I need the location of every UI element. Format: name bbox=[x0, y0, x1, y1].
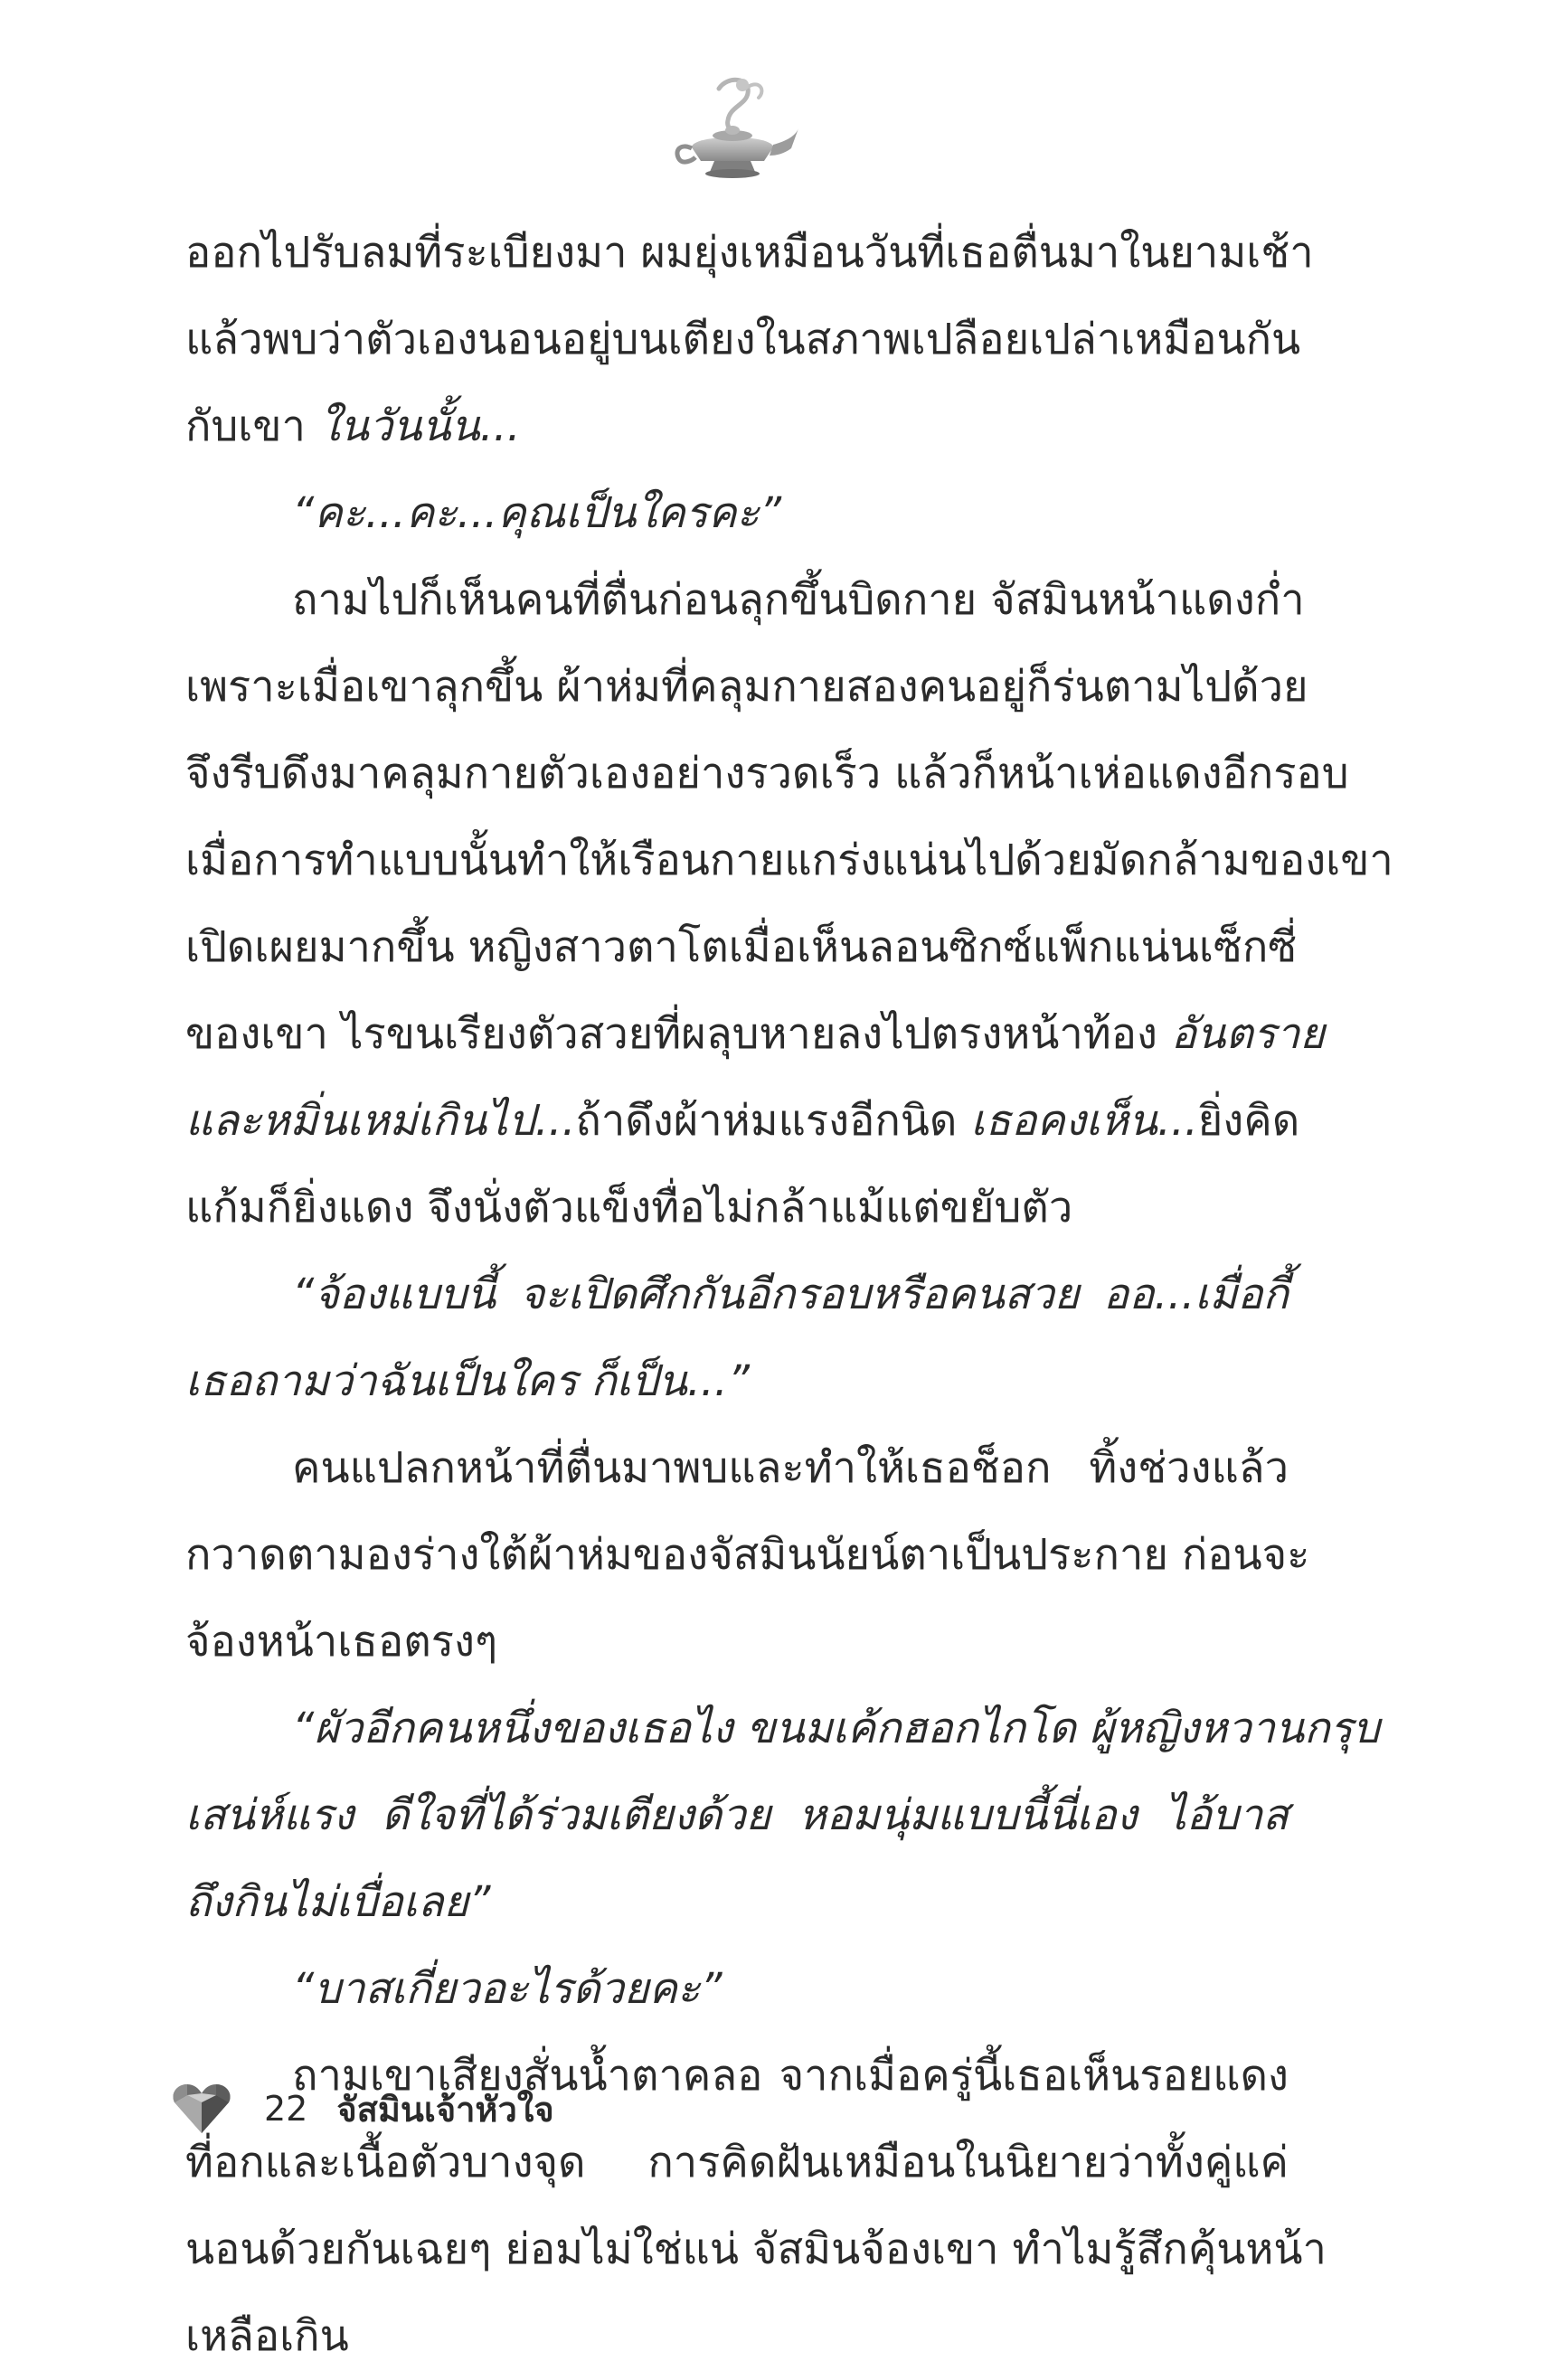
italic-text: เธอถามว่าฉันเป็นใคร ก็เป็น...” bbox=[185, 1356, 750, 1406]
text-line bbox=[185, 1599, 1289, 1686]
heart-gem-icon bbox=[172, 2082, 231, 2135]
text-line bbox=[185, 1686, 1380, 1772]
text-run: ยิ่งคิด bbox=[1197, 1096, 1300, 1146]
text-run: จ้องหน้าเธอตรงๆ bbox=[185, 1617, 498, 1667]
text-run: ถามเขาเสียงสั่นน้ำตาคลอ จากเมื่อครู่นี้เธอเห็นรอยแดง bbox=[292, 2051, 1289, 2101]
book-title: จัสมินเจ้าหัวใจ bbox=[336, 2089, 554, 2130]
text-line bbox=[185, 1338, 1289, 1425]
italic-text: “บาสเกี่ยวอะไรด้วยคะ” bbox=[292, 1964, 723, 2014]
text-run: เหลือเกิน bbox=[185, 2311, 349, 2361]
text-run: เปิดเผยมากขึ้น หญิงสาวตาโตเมื่อเห็นลอนซิกซ์แพ็กแน่นเซ็กซี่ bbox=[185, 922, 1298, 972]
italic-text: อันตราย bbox=[1170, 1009, 1325, 1059]
italic-text: ถึงกินไม่เบื่อเลย” bbox=[185, 1877, 491, 1927]
text-line bbox=[185, 817, 1393, 904]
italic-text: “คะ...คะ...คุณเป็นใครคะ” bbox=[292, 488, 782, 538]
text-line bbox=[185, 1165, 1289, 1251]
text-line bbox=[185, 1772, 1289, 1859]
text-run: กวาดตามองร่างใต้ผ้าห่มของจัสมินนัยน์ตาเป็นประกาย ก่อนจะ bbox=[185, 1530, 1310, 1580]
italic-text: ในวันนั้น... bbox=[318, 401, 521, 451]
text-line bbox=[185, 297, 1301, 383]
text-run: เมื่อการทำแบบนั้นทำให้เรือนกายแกร่งแน่นไปด้วยมัดกล้ามของเขา bbox=[185, 836, 1393, 885]
text-run: กับเขา bbox=[185, 401, 319, 451]
text-line bbox=[185, 1946, 1289, 2033]
text-run: ที่อกและเนื้อตัวบางจุด การคิดฝันเหมือนในนิยายว่าทั้งคู่แค่ bbox=[185, 2138, 1289, 2187]
text-line bbox=[185, 2293, 1289, 2380]
text-run: แก้มก็ยิ่งแดง จึงนั่งตัวแข็งทื่อไม่กล้าแม้แต่ขยับตัว bbox=[185, 1183, 1073, 1232]
text-line bbox=[185, 383, 1289, 470]
text-line bbox=[185, 1859, 1289, 1946]
text-run: จึงรีบดึงมาคลุมกายตัวเองอย่างรวดเร็ว แล้วก็หน้าเห่อแดงอีกรอบ bbox=[185, 749, 1349, 798]
text-run: นอนด้วยกันเฉยๆ ย่อมไม่ใช่แน่ จัสมินจ้องเขา ทำไมรู้สึกคุ้นหน้า bbox=[185, 2224, 1327, 2274]
text-run: คนแปลกหน้าที่ตื่นมาพบและทำให้เธอช็อก ทิ้งช่วงแล้ว bbox=[292, 1443, 1289, 1493]
text-line bbox=[185, 991, 1325, 1078]
text-line bbox=[185, 731, 1349, 817]
page-number: 22 bbox=[264, 2089, 308, 2129]
italic-text: เสน่ห์แรง ดีใจที่ได้ร่วมเตียงด้วย หอมนุ่มแบบนี้นี่เอง ไอ้บาส bbox=[185, 1790, 1289, 1840]
text-run: ของเขา ไรขนเรียงตัวสวยที่ผลุบหายลงไปตรงหน้าท้อง bbox=[185, 1009, 1171, 1059]
text-line bbox=[185, 557, 1305, 644]
page-footer bbox=[172, 2073, 554, 2145]
text-line bbox=[185, 1512, 1310, 1599]
text-line bbox=[185, 2206, 1327, 2293]
text-run: แล้วพบว่าตัวเองนอนอยู่บนเตียงในสภาพเปลือยเปล่าเหมือนกัน bbox=[185, 315, 1301, 364]
text-run: ออกไปรับลมที่ระเบียงมา ผมยุ่งเหมือนวันที่เธอตื่นมาในยามเช้า bbox=[185, 228, 1314, 278]
italic-text: เธอคงเห็น... bbox=[970, 1096, 1198, 1146]
text-line bbox=[185, 904, 1298, 991]
text-run: เพราะเมื่อเขาลุกขึ้น ผ้าห่มที่คลุมกายสองคนอยู่ก็ร่นตามไปด้วย bbox=[185, 662, 1308, 712]
italic-text: และหมิ่นเหม่เกินไป... bbox=[185, 1096, 576, 1146]
body-text bbox=[185, 210, 1393, 2380]
text-line bbox=[185, 1251, 1289, 1338]
italic-text: “ผัวอีกคนหนึ่งของเธอไง ขนมเค้กฮอกไกโด ผู้หญิงหวานกรุบ bbox=[292, 1704, 1380, 1753]
text-line bbox=[185, 1078, 1300, 1165]
italic-text: “จ้องแบบนี้ จะเปิดศึกกันอีกรอบหรือคนสวย ออ...เมื่อกี้ bbox=[292, 1270, 1289, 1319]
text-run: ถ้าดึงผ้าห่มแรงอีกนิด bbox=[575, 1096, 971, 1146]
genie-lamp-icon bbox=[665, 71, 800, 188]
text-run: ถามไปก็เห็นคนที่ตื่นก่อนลุกขึ้นบิดกาย จัสมินหน้าแดงก่ำ bbox=[292, 575, 1305, 625]
text-line bbox=[185, 1425, 1289, 1512]
text-line bbox=[185, 210, 1314, 297]
text-line bbox=[185, 644, 1308, 731]
text-line bbox=[185, 470, 1289, 557]
